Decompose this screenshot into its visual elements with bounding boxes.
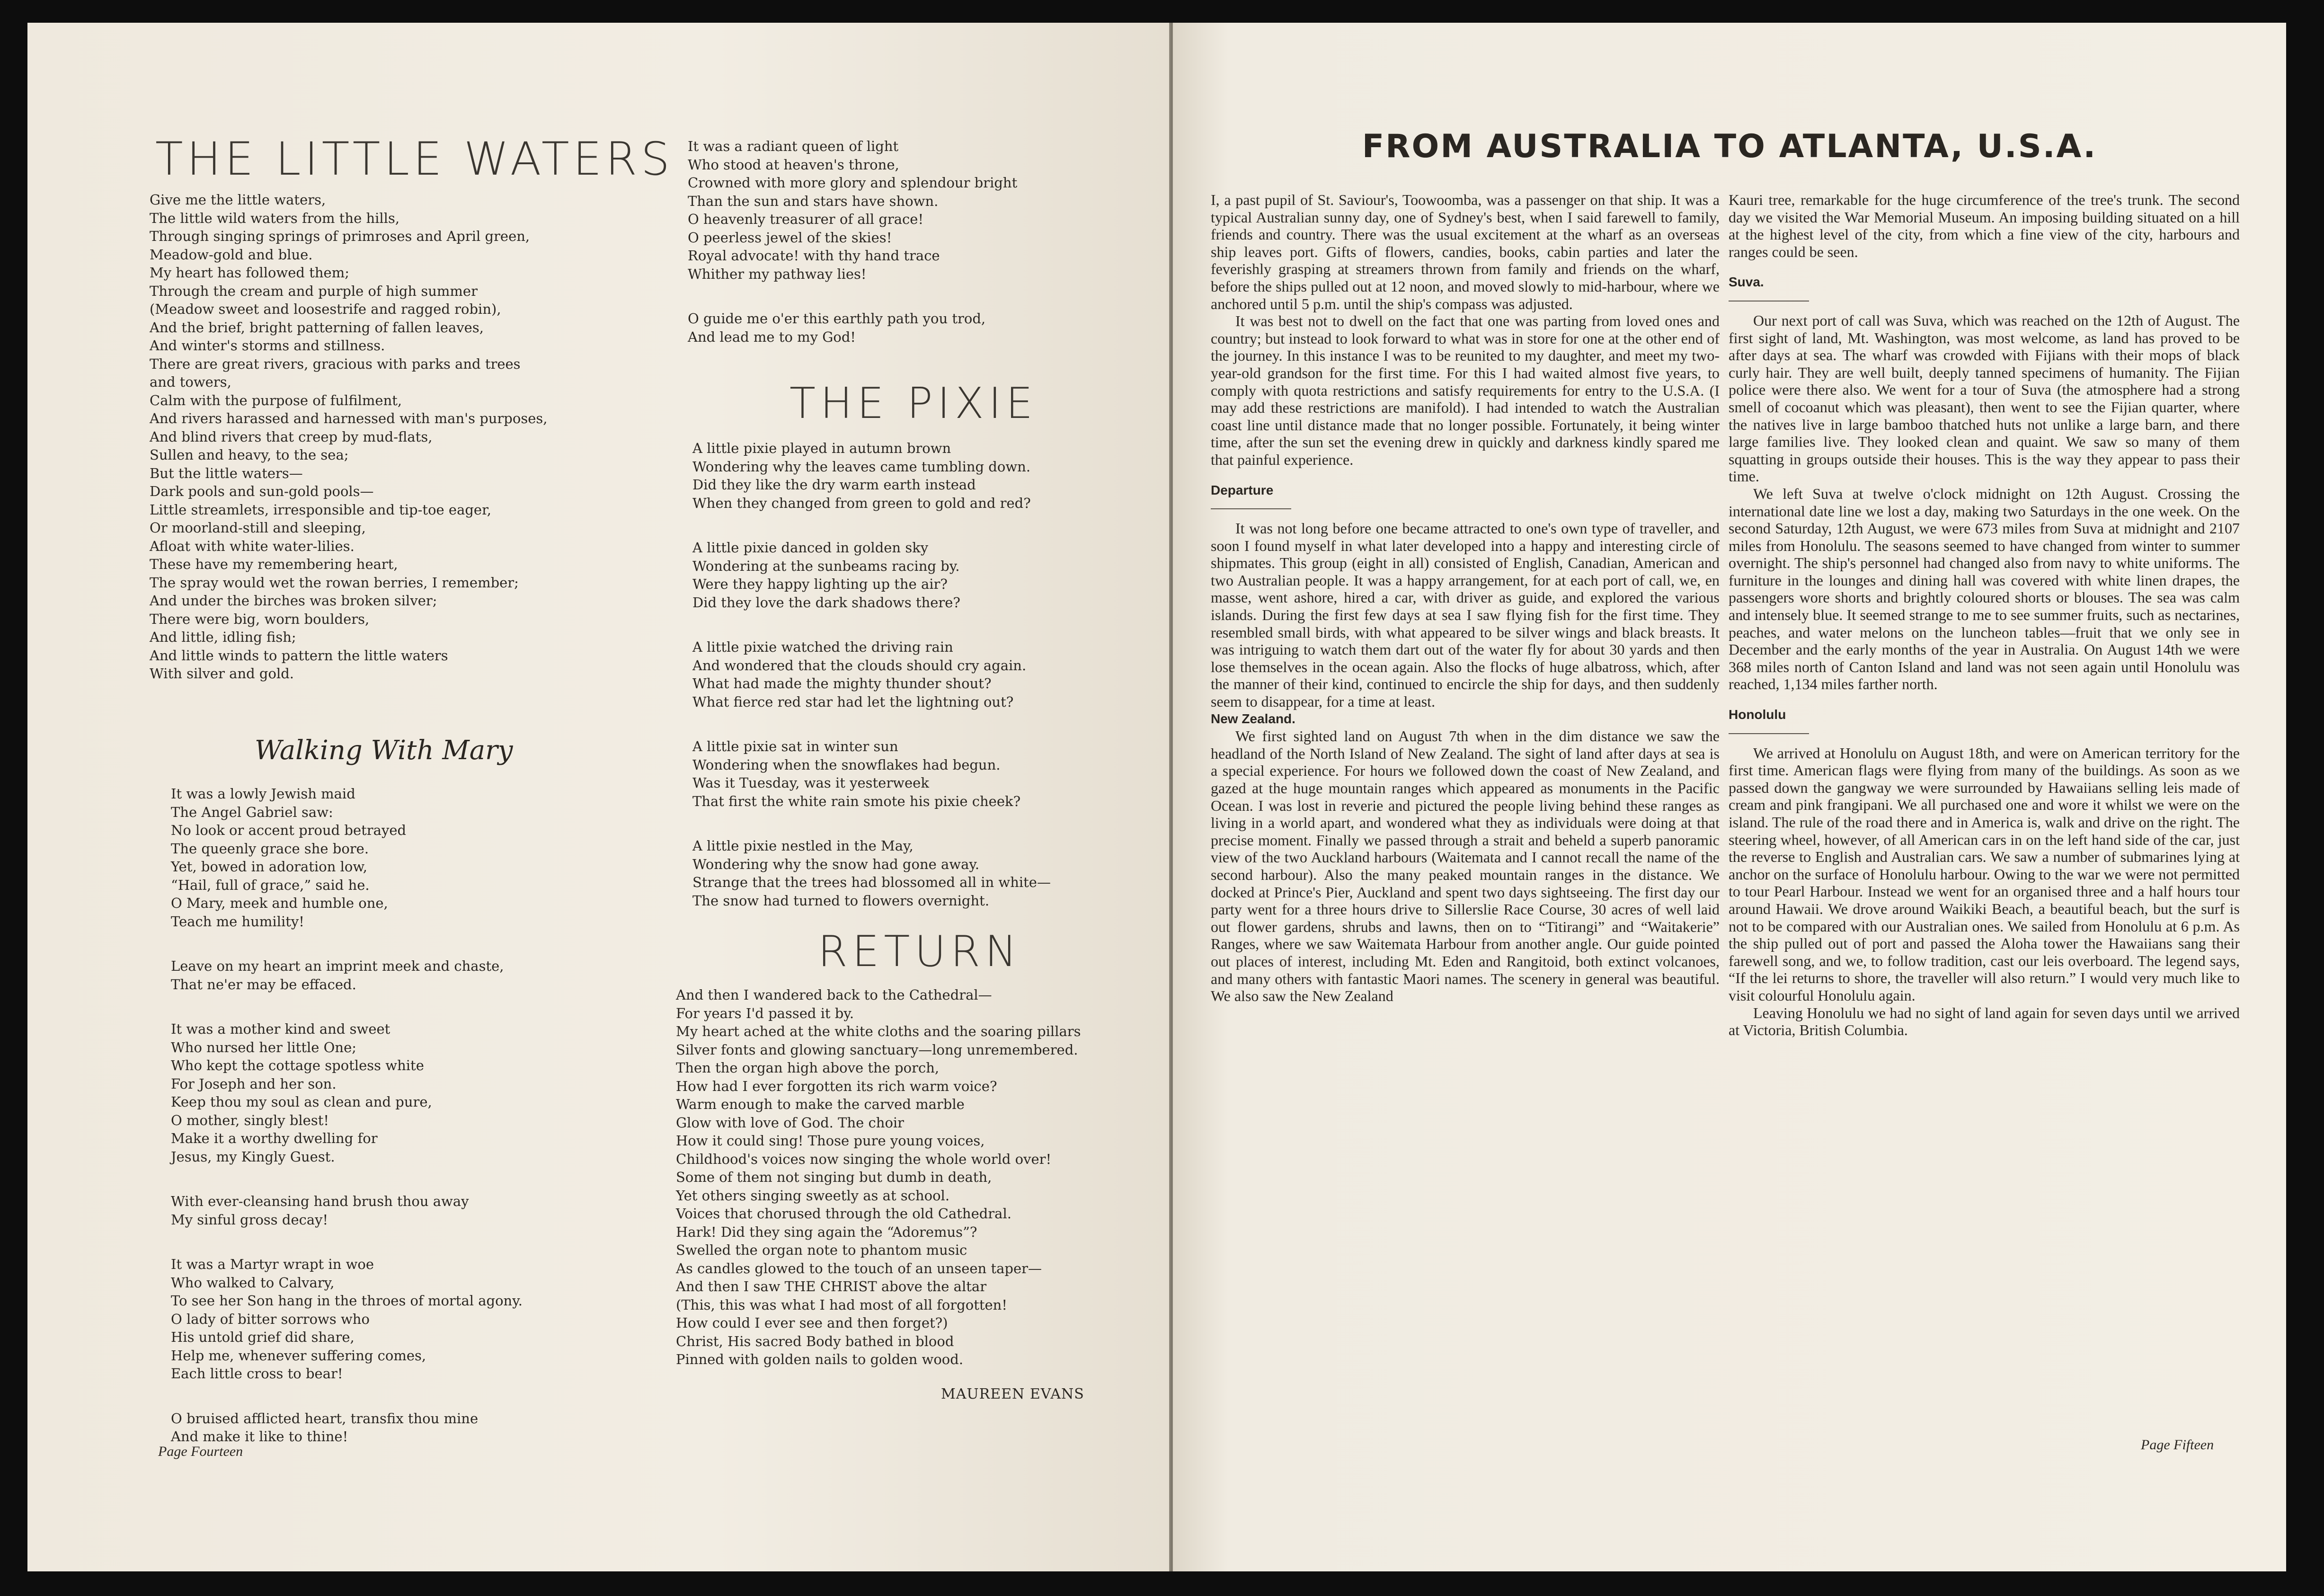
walking-with-mary-title: Walking With Mary (255, 735, 513, 766)
right-page (1173, 23, 2286, 1571)
poem-stanza: It was a radiant queen of light Who stood at heaven's throne, Crowned with more glory and splendour bright Than the sun and stars have shown. O heavenly treasurer of all grace! O peerless jewel of the skies! Royal advocate! with thy hand trace Whither my pathway lies! (688, 138, 1018, 282)
poem-stanza: A little pixie played in autumn brown Wondering why the leaves came tumbling down. Did they like the dry warm earth instead When they changed from green to gold and red? (692, 440, 1031, 511)
pixie-title: THE PIXIE (789, 379, 1038, 428)
section-heading: New Zealand. (1211, 711, 1295, 726)
poem-stanza: A little pixie nestled in the May, Wondering why the snow had gone away. Strange that the trees had blossomed all in white— The snow had turned to flowers overnight. (692, 838, 1051, 909)
article-column-1 (1211, 191, 1720, 1005)
return-poem: And then I wandered back to the Cathedral— For years I'd passed it by. My heart ached at the white cloths and the soaring pillars Silver fonts and glowing sanctuary—long unremembered. Then the organ high above the porch, How had I ever forgotten its rich warm voice? Warm enough to make the carved marble Glow with love of God. The choir How it could sing! Those pure young voices, Childhood's voices now singing the whole world over! Some of them not singing but dumb in death, Yet others singing sweetly as at school. Voices that chorused through the old Cathedral. Hark! Did they sing again the “Adoremus”? Swelled the organ note to phantom music As candles glowed to the touch of an unseen taper— And then I saw THE CHRIST above the altar (This, this was what I had most of all forgotten! How could I ever see and then forget?) Christ, His sacred Body bathed in blood Pinned with golden nails to golden wood. (676, 987, 1081, 1367)
poem-stanza: It was a Martyr wrapt in woe Who walked to Calvary, To see her Son hang in the throes of mortal agony. O lady of bitter sorrows who His untold grief did share, Help me, whenever suffering comes, Each little cross to bear! (171, 1256, 523, 1382)
poem-stanza: Leave on my heart an imprint meek and chaste, That ne'er may be effaced. (171, 958, 504, 993)
article-column-2 (1729, 191, 2240, 1039)
queen-of-light-poem (688, 137, 1137, 372)
return-title: RETURN (818, 927, 1022, 976)
little-waters-poem: Give me the little waters, The little wild waters from the hills, Through singing springs of primroses and April green, Meadow-gold and blue. My heart has followed them; Through the cream and purple of high summer (Meadow sweet and loosestrife and ragged robin), And the brief, bright patterning of fallen leaves, And winter's storms and stillness. There are great rivers, gracious with parks and trees and towers, Calm with the purpose of fulfilment, And rivers harassed and harnessed with man's purposes, And blind rivers that creep by mud-flats, Sullen and heavy, to the sea; But the little waters— Dark pools and sun-gold pools— Little streamlets, irresponsible and tip-toe eager, Or moorland-still and sleeping, Afloat with white water-lilies. These have my remembering heart, The spray would wet the rowan berries, I remember; And under the birches was broken silver; There were big, worn boulders, And little, idling fish; And little winds to pattern the little waters With silver and gold. (150, 192, 548, 682)
article-title: FROM AUSTRALIA TO ATLANTA, U.S.A. (1362, 128, 2097, 165)
poem-stanza: A little pixie danced in golden sky Wondering at the sunbeams racing by. Were they happy lighting up the air? Did they love the dark shadows there? (692, 540, 960, 611)
page-number-right: Page Fifteen (2141, 1437, 2214, 1453)
article-paragraph: I, a past pupil of St. Saviour's, Toowoomba, was a passenger on that ship. It was a typical Australian sunny day, one of Sydney's best, when I said farewell to family, friends and country. There was the usual excitement at the wharf as an overseas ship leaves port. Gifts of flowers, candies, books, cabin parties and later the feverishly grasping at streamers thrown from family and friends on the wharf, before the ships pulled out at 12 noon, and moved slowly to mid-harbour, where we anchored until 5 p.m. until the ship's compass was adjusted. (1211, 191, 1720, 312)
heading-rule (1211, 508, 1291, 509)
article-paragraph: Our next port of call was Suva, which was reached on the 12th of August. The first sight of land, Mt. Washington, was most welcome, as land has proved to be after days at sea. The wharf was crowded with Fijians with their mops of black curly hair. They are well built, deeply tanned specimens of humanity. The Fijian police were there also. We went for a tour of Suva (the atmosphere had a strong smell of cocoanut which was pleasant), then went to see the Fijian quarter, where the natives live in large bamboo thatched huts not unlike a large barn, and there large families live. They looked clean and quaint. We saw so many of them squatting in groups outside their houses. This is the way they appear to pass their time. (1729, 311, 2240, 485)
heading-rule (1729, 733, 1809, 734)
article-paragraph: It was not long before one became attracted to one's own type of traveller, and soon I found myself in what later developed into a happy and interesting circle of shipmates. This group (eight in all) consisted of English, Canadian, American and two Australian people. It was a happy arrangement, for at each port of call, we, en masse, went ashore, hired a car, with driver as guide, and explored the various islands. During the first few days at sea I saw flying fish for the first time. They resembled small birds, with what appeared to be silver wings and black breasts. It was intriguing to watch them dart out of the water fly for about 30 yards and then lose themselves in the ocean again. Also the flocks of huge albatross, which, after the manner of their kind, continued to encircle the ship for days, and then suddenly seem to disappear, for a time at least. (1211, 520, 1720, 710)
poem-stanza: A little pixie sat in winter sun Wondering when the snowflakes had begun. Was it Tuesday, was it yesterweek That first the white rain smote his pixie cheek? (692, 738, 1021, 809)
article-paragraph: It was best not to dwell on the fact that one was parting from loved ones and country; but instead to look forward to what was in store for one at the other end of the journey. In this instance I was to be reunited to my daughter, and meet my two-year-old grandson for the first time. For this I had waited almost five years, to comply with quota restrictions and satisfy requirements for entry to the U.S.A. (I may add these restrictions are manifold). I had intended to watch the Australian coast line until distance made that no longer possible. Fortunately, it being winter time, after the sun set the evening drew in quickly and darkness kindly spared me that painful experience. (1211, 312, 1720, 468)
article-paragraph: Kauri tree, remarkable for the huge circumference of the tree's trunk. The second day we visited the War Memorial Museum. An imposing building situated on a hill at the highest level of the city, from which a fine view of the city, harbours and ranges could be seen. (1729, 191, 2240, 260)
section-heading: Departure (1211, 482, 1274, 497)
poem-stanza: O bruised afflicted heart, transfix thou mine And make it like to thine! (171, 1410, 479, 1445)
page-number-left: Page Fourteen (158, 1444, 243, 1459)
article-paragraph: We first sighted land on August 7th when in the dim distance we saw the headland of the North Island of New Zealand. The sight of land after days at sea is a special experience. For hours we followed down the coast of New Zealand, and gazed at the huge mountain ranges which appeared as monuments in the Pacific Ocean. I was lost in reverie and pictured the people living behind these ranges as living in a world apart, and wondered what they as individuals were doing at that precise moment. Finally we passed through a strait and beheld a superb panoramic view of the two Auckland harbours (Waitemata and I cannot recall the name of the second harbour). Also the many peaked mountain ranges in the distance. We docked at Prince's Pier, Auckland and spent two days sightseeing. The first day our party went for a three hours drive to Sillerslie Race Course, 30 acres of well laid out flower gardens, shrubs and lawns, then on to “Titirangi” and “Waitakerie” Ranges, where we saw Waitemata Harbour from another angle. Our guide pointed out places of interest, including Mt. Eden and Rangitoid, both extinct volcanoes, and many others with fantastic Maori names. The scenery in general was beautiful. We also saw the New Zealand (1211, 727, 1720, 1005)
section-heading: Honolulu (1729, 707, 1786, 722)
article-paragraph: Leaving Honolulu we had no sight of land again for seven days until we arrived at Victoria, British Columbia. (1729, 1004, 2240, 1039)
left-page (27, 23, 1169, 1571)
article-paragraph: We arrived at Honolulu on August 18th, and were on American territory for the first time. American flags were flying from many of the buildings. As soon as we passed down the gangway we were surrounded by Hawaiians selling leis made of cream and pink frangipani. We all purchased one and wore it whilst we were on the island. The rule of the road there and in America is, walk and drive on the right. The steering wheel, however, of all American cars in on the left hand side of the car, just the reverse to English and Australian cars. We saw a number of submarines lying at anchor on the surface of Honolulu harbour. Owing to the war we were not permitted to tour Pearl Harbour. Instead we went for an organised three and a half hours tour around Hawaii. We drove around Waikiki Beach, a beautiful beach, but the surf is not to be compared with our Australian ones. We sailed from Honolulu at 6 p.m. As the ship pulled out of port and passed the Aloha tower the Hawaiians sang their farewell song, and we, to follow tradition, cast our leis overboard. The legend says, “If the lei returns to shore, the traveller will also return.” I would very much like to visit colourful Honolulu again. (1729, 744, 2240, 1004)
pixie-poem (692, 439, 1147, 936)
author-name: MAUREEN EVANS (941, 1386, 1084, 1402)
article-paragraph: We left Suva at twelve o'clock midnight on 12th August. Crossing the international date line we lost a day, making two Saturdays in the one week. On the second Saturday, 12th August, we were 673 miles from Suva at midnight and 2107 miles from Honolulu. The seasons seemed to have changed from winter to summer overnight. The ship's personnel had changed also from navy to white uniforms. The furniture in the lounges and dining hall was covered with white linen drapes, the passengers wore shorts and brightly coloured shorts or blouses. The sea was calm and intensely blue. It seemed strange to me to see summer fruits, such as nectarines, peaches, and water melons on the luncheon tables—fruit that we only see in December and the early months of the year in Australia. On August 14th we were 368 miles north of Canton Island and land was not seen again until Honolulu was reached, 1,134 miles farther north. (1729, 485, 2240, 693)
poem-stanza: It was a lowly Jewish maid The Angel Gabriel saw: No look or accent proud betrayed The queenly grace she bore. Yet, bowed in adoration low, “Hail, full of grace,” said he. O Mary, meek and humble one, Teach me humility! (171, 786, 407, 930)
poem-stanza: With ever-cleansing hand brush thou away My sinful gross decay! (171, 1193, 469, 1228)
section-heading: Suva. (1729, 275, 1764, 290)
little-waters-title: THE LITTLE WATERS (155, 133, 674, 186)
walking-with-mary-poem (171, 785, 644, 1472)
poem-stanza: O guide me o'er this earthly path you trod, And lead me to my God! (688, 310, 986, 345)
poem-stanza: A little pixie watched the driving rain And wondered that the clouds should cry again. What had made the mighty thunder shout? What fierce red star had let the lightning out? (692, 639, 1027, 710)
poem-stanza: It was a mother kind and sweet Who nursed her little One; Who kept the cottage spotless white For Joseph and her son. Keep thou my soul as clean and pure, O mother, singly blest! Make it a worthy dwelling for Jesus, my Kingly Guest. (171, 1021, 432, 1165)
